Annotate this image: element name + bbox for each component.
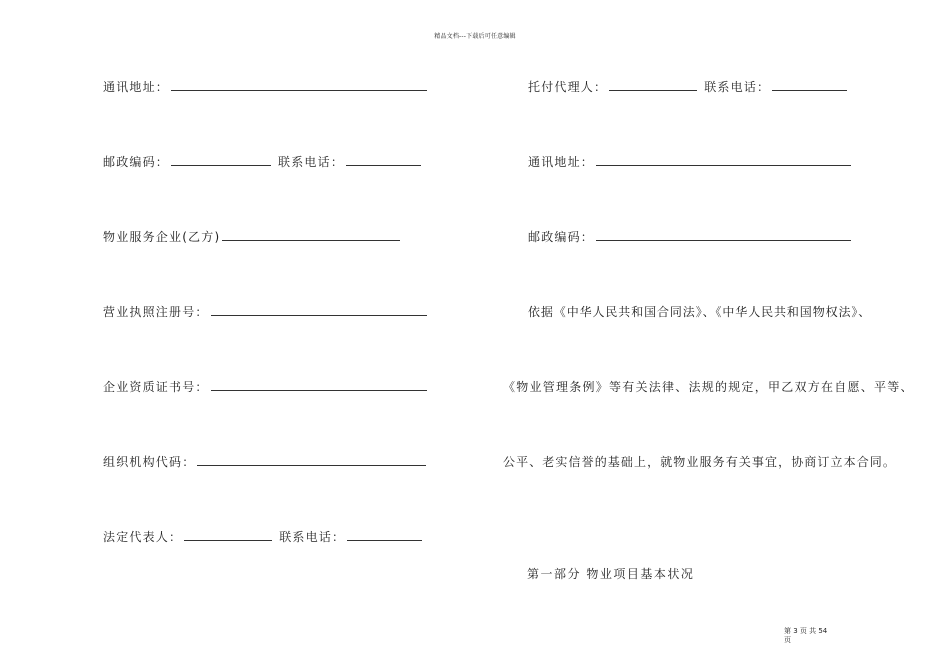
page-number-line-2: 页 (784, 636, 791, 644)
left-address-row (103, 79, 429, 95)
agent-label: 托付代理人： (528, 80, 608, 94)
phone-label: 联系电话： (278, 155, 345, 169)
right-postcode-row (528, 229, 853, 245)
right-postcode-blank (596, 229, 851, 241)
org-code-label: 组织机构代码： (103, 455, 196, 469)
qualification-label: 企业资质证书号： (103, 380, 209, 394)
page-number-line-1: 第 3 页 共 54 (784, 627, 828, 635)
address-label: 通讯地址： (103, 80, 170, 94)
paragraph-line-3: 公平、老实信誉的基础上，就物业服务有关事宜，协商订立本合同。 (503, 455, 897, 469)
page-number (784, 627, 834, 645)
postcode-label: 邮政编码： (103, 155, 170, 169)
left-org-code-row (103, 454, 428, 470)
header-note: 精品文档---下载后可任意编辑 (434, 33, 516, 40)
section-title: 第一部分 物业项目基本状况 (527, 567, 695, 581)
legal-rep-label: 法定代表人： (103, 530, 183, 544)
legal-rep-blank (184, 529, 272, 541)
right-address-label: 通讯地址： (528, 155, 595, 169)
company-label: 物业服务企业(乙方) (103, 230, 221, 244)
org-code-blank (197, 454, 426, 466)
legal-rep-phone-label: 联系电话： (279, 530, 346, 544)
agent-blank (609, 79, 697, 91)
legal-rep-phone-blank (347, 529, 422, 541)
left-postcode-row (103, 154, 423, 170)
right-address-blank (596, 154, 851, 166)
left-qualification-row (103, 379, 429, 395)
agent-phone-label: 联系电话： (704, 80, 771, 94)
paragraph-line-1: 依据《中华人民共和国合同法》、《中华人民共和国物权法》、 (528, 305, 872, 319)
address-blank (171, 79, 427, 91)
postcode-blank (171, 154, 271, 166)
license-label: 营业执照注册号： (103, 305, 209, 319)
company-blank (222, 229, 400, 241)
qualification-blank (211, 379, 427, 391)
right-address-row (528, 154, 853, 170)
right-agent-row (528, 79, 849, 95)
license-blank (211, 304, 427, 316)
left-company-row (103, 229, 402, 245)
phone-blank (346, 154, 421, 166)
paragraph-line-2: 《物业管理条例》等有关法律、法规的规定，甲乙双方在自愿、平等、 (503, 380, 914, 394)
agent-phone-blank (772, 79, 847, 91)
left-license-row (103, 304, 429, 320)
left-legal-rep-row (103, 529, 424, 545)
right-postcode-label: 邮政编码： (528, 230, 595, 244)
